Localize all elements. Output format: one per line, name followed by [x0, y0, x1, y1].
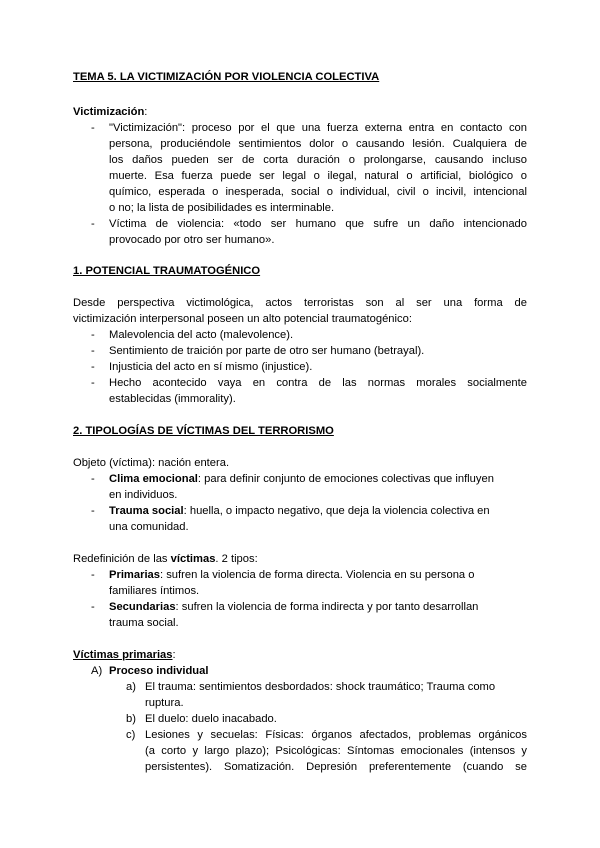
proceso-individual-label: Proceso individual: [109, 665, 209, 677]
enum-mark: a): [126, 681, 136, 693]
victimizacion-def-line: los daños pueden ser de corta duración o prolongarse, causando incluso: [109, 154, 527, 166]
victimas-primarias-heading: Víctimas primarias: [73, 649, 173, 661]
section1-item: Injusticia del acto en sí mismo (injustice).: [109, 361, 313, 373]
enum-line: Lesiones y secuelas: Físicas: órganos afectados, problemas orgánicos: [145, 729, 527, 741]
list-letter-a: A): [91, 665, 103, 677]
clima-emocional-line: [109, 472, 527, 488]
bullet-dash: -: [91, 122, 95, 134]
victimizacion-heading-row: [73, 105, 147, 121]
secundarias-text: : sufren la violencia de forma indirecta y por tanto desarrollan: [175, 601, 479, 613]
bullet-dash: -: [91, 473, 95, 485]
victimizacion-def-line: o no; la lista de posibilidades es interminable.: [109, 202, 335, 214]
bullet-dash: -: [91, 377, 95, 389]
victimizacion-def-line: persona, produciéndole sentimientos dolor o causando lesión. Cualquiera de: [109, 138, 527, 150]
victimizacion-def-line: muerte. Esa fuerza puede ser legal o ilegal, natural o artificial, biológico o: [109, 170, 527, 182]
victimizacion-def-line: químico, esperada o inesperada, social o individual, civil o incivil, intencional: [109, 186, 527, 198]
enum-mark: c): [126, 729, 136, 741]
primarias-text: : sufren la violencia de forma directa. Violencia en su persona o: [160, 569, 475, 581]
trauma-social-line: una comunidad.: [109, 521, 189, 533]
enum-line: El duelo: duelo inacabado.: [145, 713, 277, 725]
victima-def-line: Víctima de violencia: «todo ser humano que sufre un daño intencionado: [109, 218, 527, 230]
victimas-primarias-colon: :: [172, 649, 176, 661]
victimizacion-heading: Victimización: [73, 106, 145, 118]
section1-item: Sentimiento de traición por parte de otro ser humano (betrayal).: [109, 345, 425, 357]
victima-def-line: provocado por otro ser humano».: [109, 234, 275, 246]
section1-intro-line: Desde perspectiva victimológica, actos terroristas son al ser una forma de: [73, 297, 527, 309]
enum-line: ruptura.: [145, 697, 184, 709]
section1-heading: 1. POTENCIAL TRAUMATOGÉNICO: [73, 265, 261, 277]
redef-prefix: Redefinición de las: [73, 553, 171, 565]
redef-suffix: . 2 tipos:: [215, 553, 258, 565]
trauma-social-text: : huella, o impacto negativo, que deja la violencia colectiva en: [183, 505, 490, 517]
clima-emocional-line: en individuos.: [109, 489, 178, 501]
objeto-line: Objeto (víctima): nación entera.: [73, 457, 230, 469]
clima-emocional-text: : para definir conjunto de emociones colectivas que influyen: [197, 473, 494, 485]
secundarias-line: [109, 600, 527, 616]
redefinicion-line: [73, 552, 258, 568]
enum-mark: b): [126, 713, 136, 725]
bullet-dash: -: [91, 345, 95, 357]
enum-line: (a corto y largo plazo); Psicológicas: Síntomas emocionales (intensos y: [145, 745, 527, 757]
primarias-line: [109, 568, 527, 584]
bullet-dash: -: [91, 569, 95, 581]
secundarias-line: trauma social.: [109, 617, 179, 629]
victimizacion-colon: :: [144, 106, 148, 118]
section1-item: Hecho acontecido vaya en contra de las normas morales socialmente: [109, 377, 527, 389]
bullet-dash: -: [91, 601, 95, 613]
bullet-dash: -: [91, 218, 95, 230]
secundarias-term: Secundarias: [109, 601, 176, 613]
victimizacion-def-line: "Victimización": proceso por el que una fuerza externa entra en contacto con: [109, 122, 527, 134]
section1-item: Malevolencia del acto (malevolence).: [109, 329, 294, 341]
enum-line: El trauma: sentimientos desbordados: shock traumático; Trauma como: [145, 681, 496, 693]
section1-item: establecidas (immorality).: [109, 393, 236, 405]
primarias-term: Primarias: [109, 569, 160, 581]
clima-emocional-term: Clima emocional: [109, 473, 198, 485]
page-title: TEMA 5. LA VICTIMIZACIÓN POR VIOLENCIA COLECTIVA: [73, 71, 380, 83]
enum-line: persistentes). Somatización. Depresión preferentemente (cuando se: [145, 761, 527, 773]
section2-heading: 2. TIPOLOGÍAS DE VÍCTIMAS DEL TERRORISMO: [73, 425, 334, 437]
trauma-social-line: [109, 504, 527, 520]
section1-intro-line: victimización interpersonal poseen un alto potencial traumatogénico:: [73, 313, 412, 325]
redef-bold: víctimas: [170, 553, 216, 565]
trauma-social-term: Trauma social: [109, 505, 184, 517]
victimas-primarias-heading-row: [73, 648, 176, 664]
bullet-dash: -: [91, 329, 95, 341]
bullet-dash: -: [91, 361, 95, 373]
bullet-dash: -: [91, 505, 95, 517]
primarias-line: familiares íntimos.: [109, 585, 200, 597]
